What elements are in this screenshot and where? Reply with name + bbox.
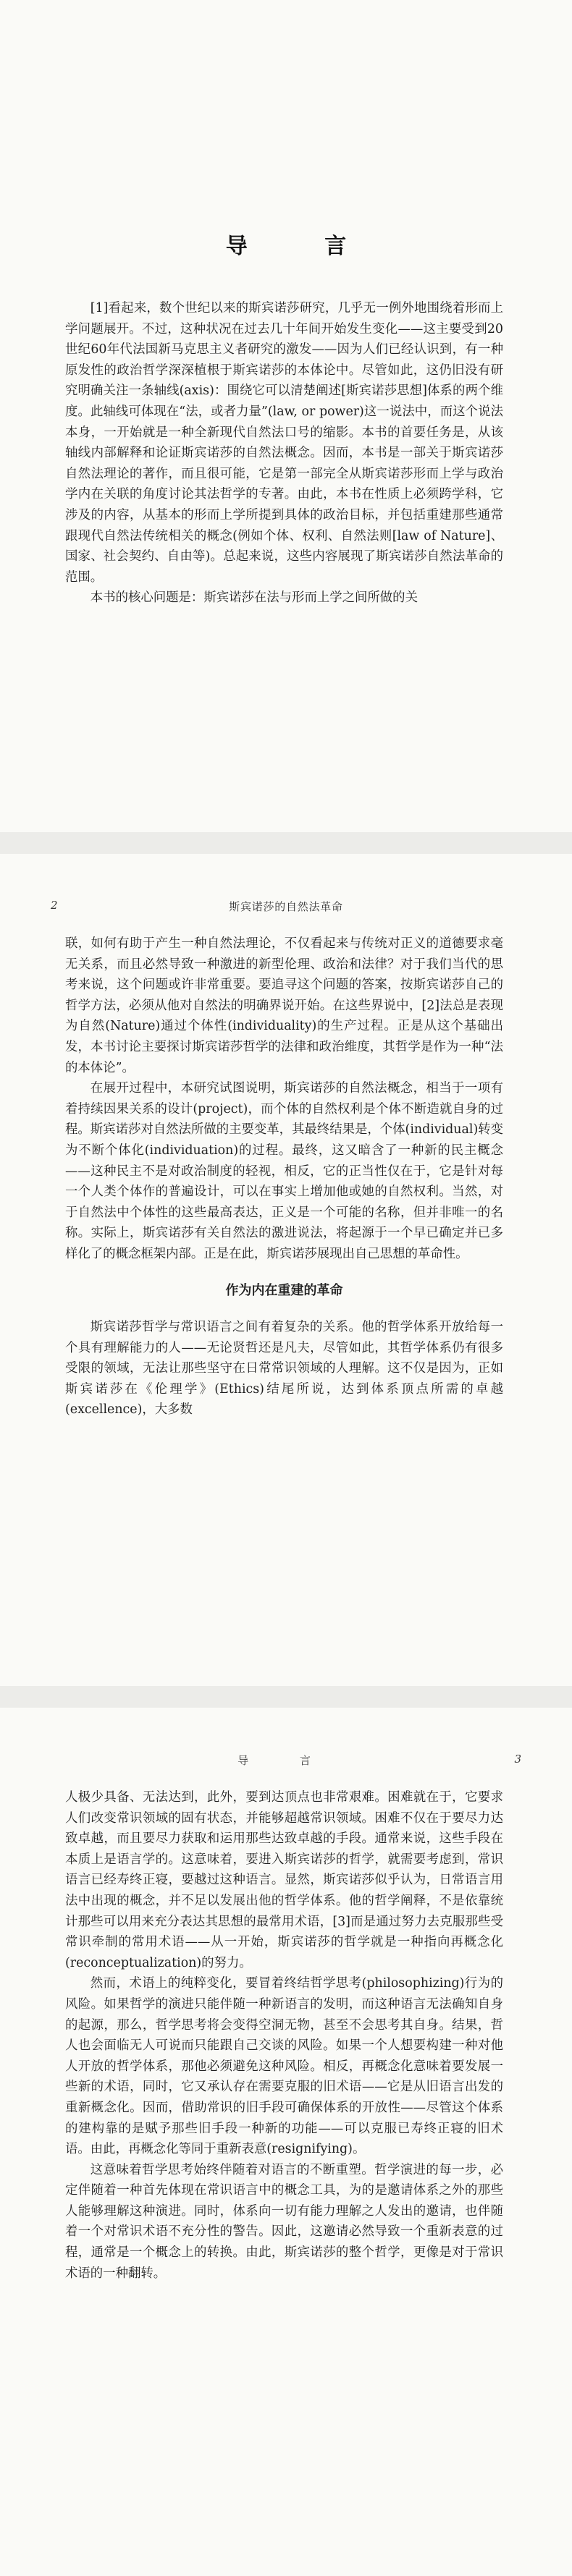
paragraph: 这意味着哲学思考始终伴随着对语言的不断重塑。哲学演进的每一步，必定伴随着一种首先体现在常识语言中的概念工具，为的是邀请体系之外的那些人能够理解这种演进。同时，体系向一切有能力理解之人发出的邀请，也伴随着一个对常识术语不充分性的警告。因此，这邀请必然导致一个重新表意的过程，通常是一个概念上的转换。由此，斯宾诺莎的整个哲学，更像是对于常识术语的一种翻转。 (65, 2162, 503, 2281)
page-3-body (65, 1787, 503, 2284)
paragraph: [1]看起来，数个世纪以来的斯宾诺莎研究，几乎无一例外地围绕着形而上学问题展开。不过，这种状况在过去几十年间开始发生变化——这主要受到20世纪60年代法国新马克思主义者研究的激发——因为人们已经认识到，有一种原发性的政治哲学深深植根于斯宾诺莎的本体论中。尽管如此，这仍旧没有研究明确关注一条轴线(axis)：围绕它可以清楚阐述[斯宾诺莎思想]体系的两个维度。此轴线可体现在“法，或者力量”(law, or power)这一说法中，而这个说法本身，一开始就是一种全新现代自然法口号的缩影。本书的首要任务是，从该轴线内部解释和论证斯宾诺莎的自然法概念。因而，本书是一部关于斯宾诺莎自然法理论的著作，而且很可能，它是第一部完全从斯宾诺莎形而上学与政治学内在关联的角度讨论其法哲学的专著。由此，本书在性质上必须跨学科，它涉及的内容，从基本的形而上学所提到具体的政治目标，并包括重建那些通常跟现代自然法传统相关的概念(例如个体、权利、自然法则[law of Nature]、国家、社会契约、自由等)。总起来说，这些内容展现了斯宾诺莎自然法革命的范围。 (65, 301, 503, 585)
running-head: 斯宾诺莎的自然法革命 (229, 900, 343, 913)
page-number: 3 (514, 1753, 521, 1766)
page-2 (0, 854, 572, 1686)
paragraph: 联，如何有助于产生一种自然法理论，不仅看起来与传统对正义的道德要求毫无关系，而且必然导致一种激进的新型伦理、政治和法律？对于我们当代的思考来说，这个问题或许非常重要。要追寻这个问题的答案，按斯宾诺莎自己的哲学方法，必须从他对自然法的明确界说开始。在这些界说中，[2]法总是表现为自然(Nature)通过个体性(individuality)的生产过程。正是从这个基础出发，本书讨论主要探讨斯宾诺莎哲学的法律和政治维度，其哲学是作为一种“法的本体论”。 (65, 936, 503, 1075)
paragraph: 本书的核心问题是：斯宾诺莎在法与形而上学之间所做的关 (90, 590, 418, 606)
section-title: 作为内在重建的革命 (225, 1282, 343, 1298)
page-3 (0, 1708, 572, 2576)
page-2-body (65, 933, 503, 1420)
page-1 (0, 0, 572, 832)
paragraph: 然而，术语上的纯粹变化，要冒着终结哲学思考(philosophizing)行为的风险。如果哲学的演进只能伴随一种新语言的发明，而这种语言无法确知自身的起源，那么，哲学思考将会变得空洞无物，甚至不会思考其自身。结果，哲人也会面临无人可说而只能跟自己交谈的风险。如果一个人想要构建一种对他人开放的哲学体系，那他必须避免这种风险。相反，再概念化意味着要发展一些新的术语，同时，它又承认存在需要克服的旧术语——它是从旧语言出发的重新概念化。因而，借助常识的旧手段可确保体系的开放性——尽管这个体系的建构靠的是赋予那些旧手段一种新的功能——可以克服已寿终正寝的旧术语。由此，再概念化等同于重新表意(resignifying)。 (65, 1976, 503, 2157)
paragraph: 人极少具备、无法达到，此外，要到达顶点也非常艰难。困难就在于，它要求人们改变常识领域的固有状态，并能够超越常识领域。困难不仅在于要尽力达致卓越，而且要尽力获取和运用那些达致卓越的手段。通常来说，这些手段在本质上是语言学的。这意味着，要进入斯宾诺莎的哲学，就需要考虑到，常识语言已经寿终正寝，要越过这种语言。显然，斯宾诺莎似乎认为，日常语言用法中出现的概念，并不足以发展出他的哲学体系。他的哲学阐释，不是依靠统计那些可以用来充分表达其思想的最常用术语，[3]而是通过努力去克服那些受常识牵制的常用术语——从一开始，斯宾诺莎的哲学就是一种指向再概念化(reconceptualization)的努力。 (65, 1790, 503, 1970)
page-1-body (65, 298, 503, 609)
paragraph: 斯宾诺莎哲学与常识语言之间有着复杂的关系。他的哲学体系开放给每一个具有理解能力的人——无论贤哲还是凡夫，尽管如此，其哲学体系仍有很多受限的领域，无法让那些坚守在日常常识领域的人理解。这不仅是因为，正如斯宾诺莎在《伦理学》(Ethics)结尾所说，达到体系顶点所需的卓越(excellence)，大多数 (65, 1320, 503, 1418)
page-number: 2 (51, 899, 58, 912)
running-head: 导 言 (237, 1754, 335, 1767)
paragraph: 在展开过程中，本研究试图说明，斯宾诺莎的自然法概念，相当于一项有着持续因果关系的设计(project)，而个体的自然权利是个体不断造就自身的过程。斯宾诺莎对自然法所做的主要变革，其最终结果是，个体(individual)转变为不断个体化(individuation)的过程。最终，这又暗含了一种新的民主概念——这种民主不是对政治制度的轻视，相反，它的正当性仅在于，它是针对每一个人类个体作的普遍设计，可以在事实上增加他或她的自然权利。当然，对于自然法中个体性的这些最高表达，正义是一个可能的名称，但并非唯一的名称。实际上，斯宾诺莎有关自然法的激进说法，将起源于一个早已确定并已多样化了的概念框架内部。正是在此，斯宾诺莎展现出自己思想的革命性。 (65, 1081, 504, 1261)
chapter-title: 导 言 (225, 234, 382, 259)
